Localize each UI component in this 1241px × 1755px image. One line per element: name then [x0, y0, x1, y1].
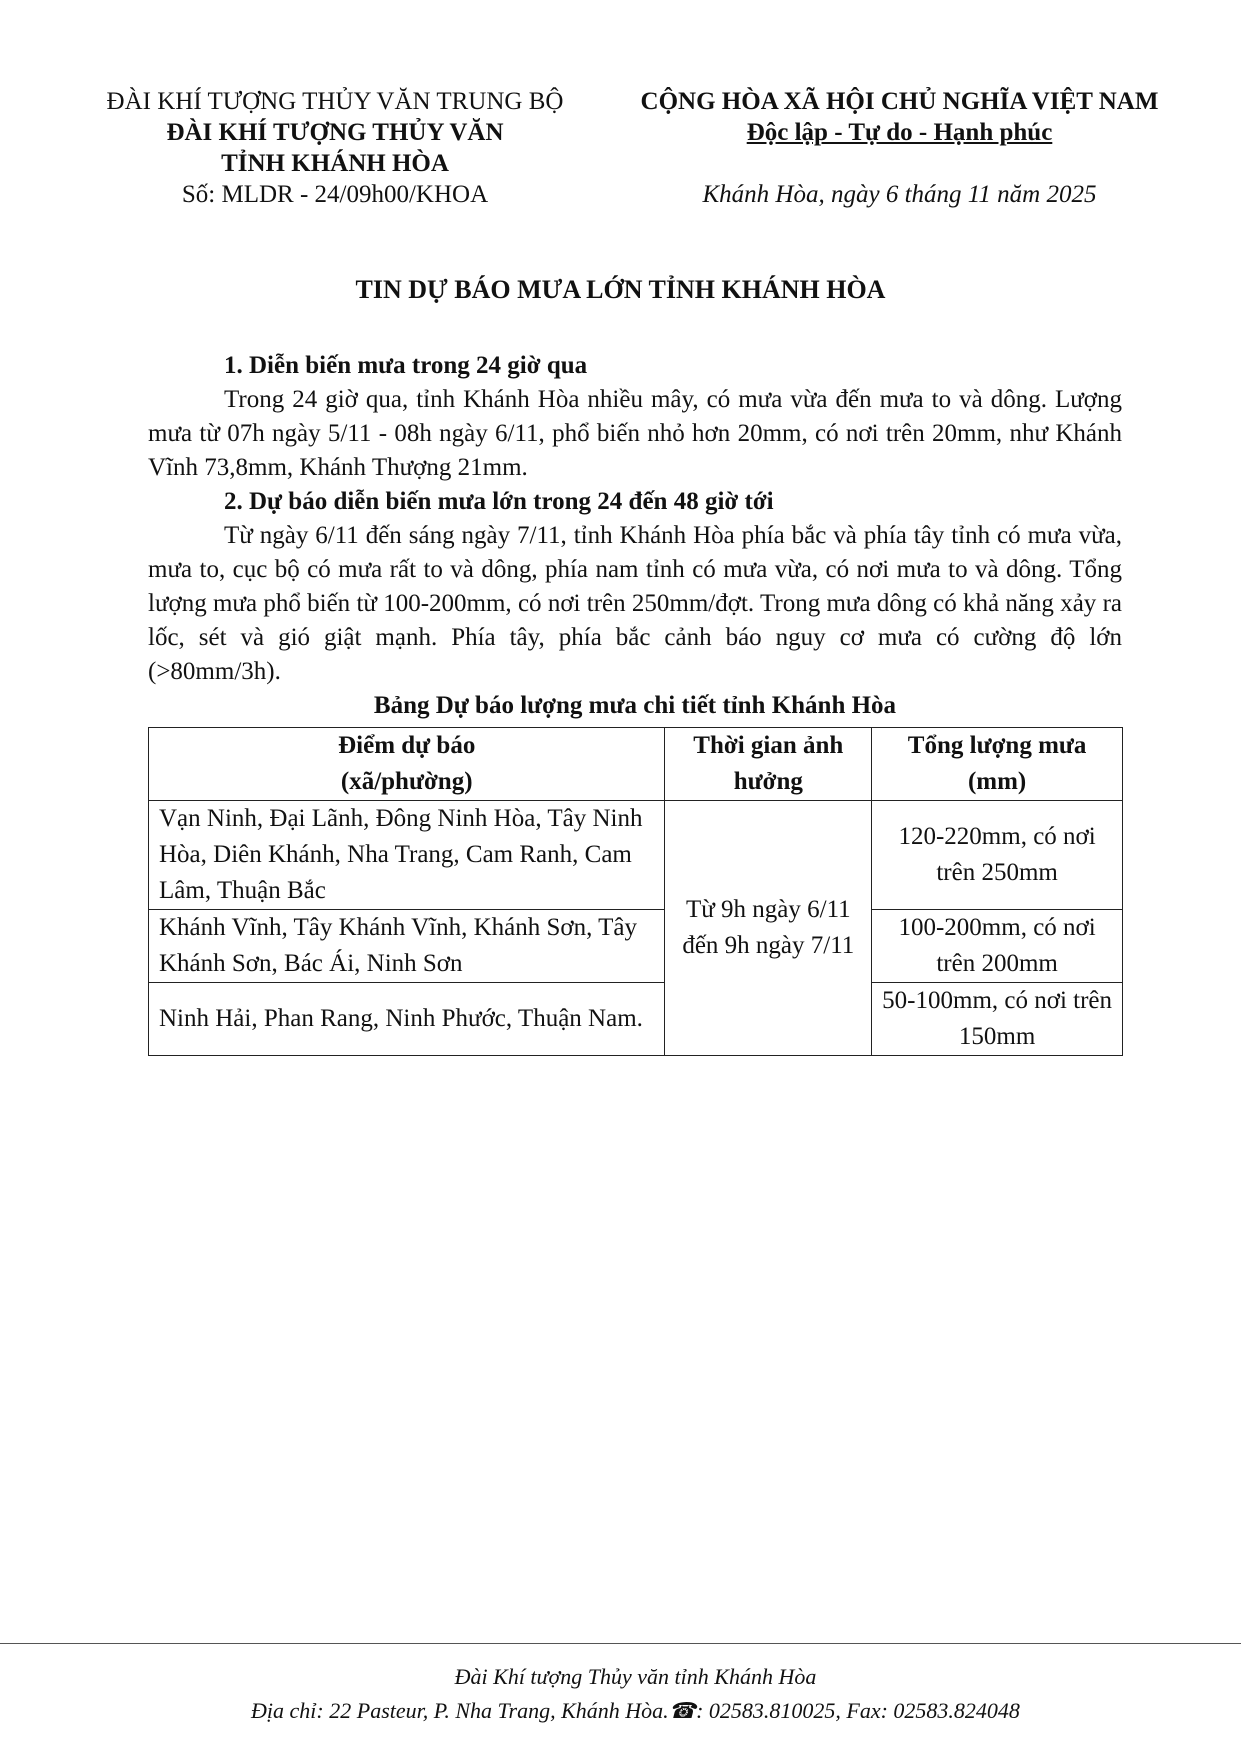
table-header-row [149, 728, 1123, 801]
row-amount: 120-220mm, có nơi trên 250mm [872, 801, 1123, 910]
phone-icon: ☎ [668, 1698, 697, 1723]
section-1-heading: 1. Diễn biến mưa trong 24 giờ qua [224, 352, 588, 379]
rainfall-forecast-table [148, 727, 1123, 1056]
footer-contact [0, 1694, 1241, 1728]
row-amount: 50-100mm, có nơi trên 150mm [872, 983, 1123, 1056]
agency-province: TỈNH KHÁNH HÒA [221, 150, 449, 177]
agency-name: ĐÀI KHÍ TƯỢNG THỦY VĂN [166, 119, 504, 146]
footer-phone-fax: : 02583.810025, Fax: 02583.824048 [696, 1698, 1020, 1723]
document-number: Số: MLDR - 24/09h00/KHOA [181, 181, 489, 208]
row-location: Khánh Vĩnh, Tây Khánh Vĩnh, Khánh Sơn, Tây Khánh Sơn, Bác Ái, Ninh Sơn [149, 910, 665, 983]
table-row [149, 910, 1123, 983]
issue-date: Khánh Hòa, ngày 6 tháng 11 năm 2025 [702, 181, 1097, 208]
page-footer [0, 1660, 1241, 1728]
document-body [148, 349, 1122, 1056]
section-1-text: Trong 24 giờ qua, tỉnh Khánh Hòa nhiều mây, có mưa vừa đến mưa to và dông. Lượng mưa từ 07h ngày 5/11 - 08h ngày 6/11, phổ biến nhỏ hơn 20mm, có nơi trên 20mm, như Khánh Vĩnh 73,8mm, Khánh Thượng 21mm. [148, 386, 1122, 481]
footer-address: Địa chỉ: 22 Pasteur, P. Nha Trang, Khánh Hòa. [251, 1698, 669, 1723]
table-row [149, 801, 1123, 910]
national-title: CỘNG HÒA XÃ HỘI CHỦ NGHĨA VIỆT NAM [640, 88, 1159, 115]
row-amount: 100-200mm, có nơi trên 200mm [872, 910, 1123, 983]
footer-org: Đài Khí tượng Thủy văn tỉnh Khánh Hòa [454, 1664, 817, 1689]
affected-time: Từ 9h ngày 6/11 đến 9h ngày 7/11 [665, 801, 872, 1056]
document-title: TIN DỰ BÁO MƯA LỚN TỈNH KHÁNH HÒA [355, 275, 886, 304]
header-time: Thời gian ảnh hưởng [665, 728, 872, 801]
national-header [612, 86, 1187, 210]
agency-header [80, 86, 590, 210]
national-motto: Độc lập - Tự do - Hạnh phúc [746, 119, 1053, 146]
table-row [149, 983, 1123, 1056]
header-amount: Tổng lượng mưa (mm) [872, 728, 1123, 801]
section-2-text: Từ ngày 6/11 đến sáng ngày 7/11, tỉnh Khánh Hòa phía bắc và phía tây tỉnh có mưa vừa, mưa to, cục bộ có mưa rất to và dông, phía nam tỉnh có mưa vừa, có nơi mưa to và dông. Tổng lượng mưa phổ biến từ 100-200mm, có nơi trên 250mm/đợt. Trong mưa dông có khả năng xảy ra lốc, sét và gió giật mạnh. Phía tây, phía bắc cảnh báo nguy cơ mưa có cường độ lớn (>80mm/3h). [148, 522, 1122, 685]
parent-agency: ĐÀI KHÍ TƯỢNG THỦY VĂN TRUNG BỘ [106, 88, 564, 115]
section-2-heading: 2. Dự báo diễn biến mưa lớn trong 24 đến 48 giờ tới [224, 488, 774, 515]
header-location: Điểm dự báo (xã/phường) [149, 728, 665, 801]
row-location: Vạn Ninh, Đại Lãnh, Đông Ninh Hòa, Tây Ninh Hòa, Diên Khánh, Nha Trang, Cam Ranh, Cam Lâm, Thuận Bắc [149, 801, 665, 910]
footer-divider [0, 1643, 1241, 1644]
row-location: Ninh Hải, Phan Rang, Ninh Phước, Thuận Nam. [149, 983, 665, 1056]
table-caption: Bảng Dự báo lượng mưa chi tiết tỉnh Khánh Hòa [373, 692, 897, 719]
